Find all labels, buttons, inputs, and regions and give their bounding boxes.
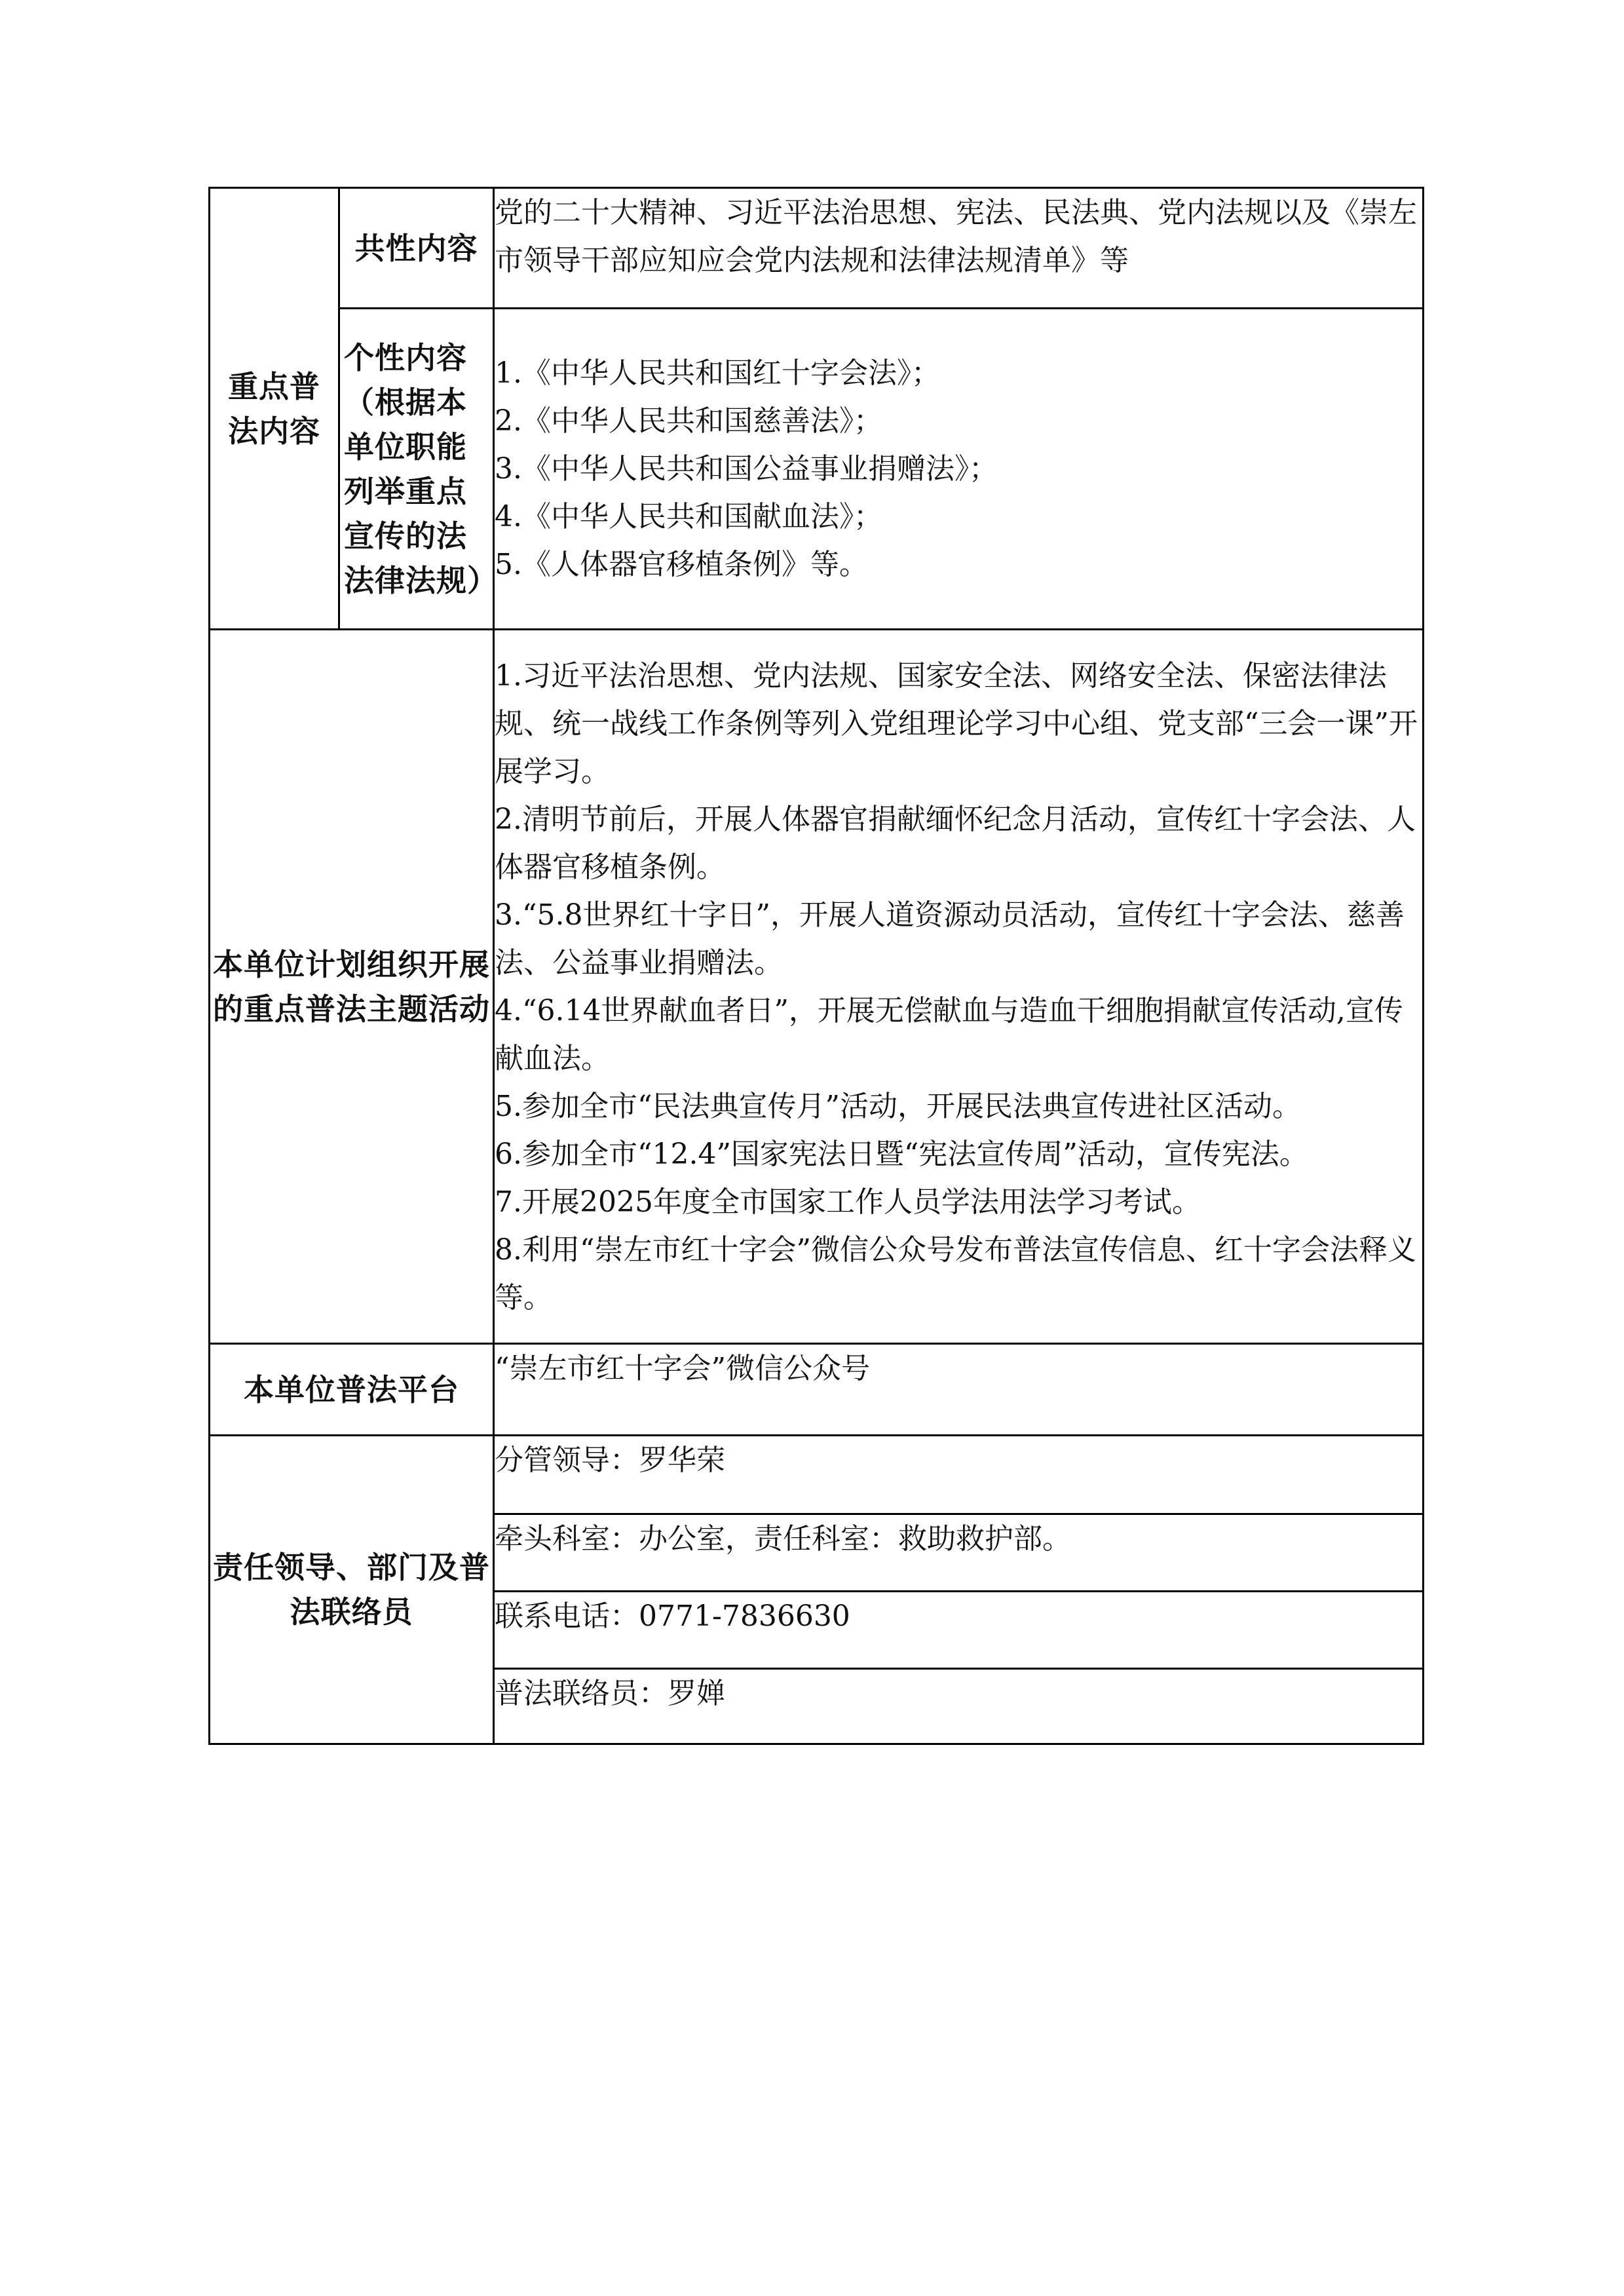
responsibility-leader: 分管领导：罗华荣: [494, 1436, 1424, 1514]
platform-row: [210, 1344, 1424, 1436]
key-content-label: 重点普法内容: [210, 188, 339, 630]
specific-content-list: [494, 309, 1424, 630]
responsibility-label: 责任领导、部门及普法联络员: [210, 1436, 494, 1744]
list-item: 4.《中华人民共和国献血法》；: [495, 500, 882, 533]
common-content-label: 共性内容: [339, 188, 494, 309]
list-item: 1.《中华人民共和国红十字会法》；: [495, 356, 940, 390]
list-item: 2.清明节前后，开展人体器官捐献缅怀纪念月活动，宣传红十字会法、人体器官移植条例。: [495, 802, 1416, 884]
list-item: 5.参加全市“民法典宣传月”活动，开展民法典宣传进社区活动。: [495, 1089, 1301, 1123]
platform-label: 本单位普法平台: [210, 1344, 494, 1436]
responsibility-liaison: 普法联络员：罗婵: [494, 1669, 1424, 1744]
responsibility-phone: 联系电话：0771-7836630: [494, 1592, 1424, 1669]
activities-label: 本单位计划组织开展的重点普法主题活动: [210, 630, 494, 1344]
responsibility-leader-row: [210, 1436, 1424, 1514]
specific-content-label: 个性内容（根据本单位职能列举重点宣传的法法律法规）: [339, 309, 494, 630]
list-item: 3.“5.8世界红十字日”，开展人道资源动员活动，宣传红十字会法、慈善法、公益事业捐赠法。: [495, 898, 1405, 980]
activities-list: [494, 630, 1424, 1344]
activities-row: [210, 630, 1424, 1344]
list-item: 4.“6.14世界献血者日”，开展无偿献血与造血干细胞捐献宣传活动,宣传献血法。: [495, 993, 1403, 1075]
common-content-row: [210, 188, 1424, 309]
list-item: 8.利用“崇左市红十字会”微信公众号发布普法宣传信息、红十字会法释义等。: [495, 1233, 1416, 1314]
specific-content-row: [210, 309, 1424, 630]
platform-text: “崇左市红十字会”微信公众号: [494, 1344, 1424, 1436]
list-item: 1.习近平法治思想、党内法规、国家安全法、网络安全法、保密法律法规、统一战线工作条例等列入党组理论学习中心组、党支部“三会一课”开展学习。: [495, 659, 1418, 788]
list-item: 7.开展2025年度全市国家工作人员学法用法学习考试。: [495, 1185, 1201, 1219]
list-item: 6.参加全市“12.4”国家宪法日暨“宪法宣传周”活动，宣传宪法。: [495, 1137, 1308, 1171]
responsibility-department: 牵头科室：办公室，责任科室：救助救护部。: [494, 1514, 1424, 1592]
list-item: 3.《中华人民共和国公益事业捐赠法》；: [495, 452, 998, 486]
legal-publicity-plan-table: [208, 187, 1424, 1745]
list-item: 2.《中华人民共和国慈善法》；: [495, 404, 882, 438]
common-content-text: 党的二十大精神、习近平法治思想、宪法、民法典、党内法规以及《崇左市领导干部应知应会党内法规和法律法规清单》等: [494, 188, 1424, 309]
list-item: 5.《人体器官移植条例》等。: [495, 548, 868, 581]
